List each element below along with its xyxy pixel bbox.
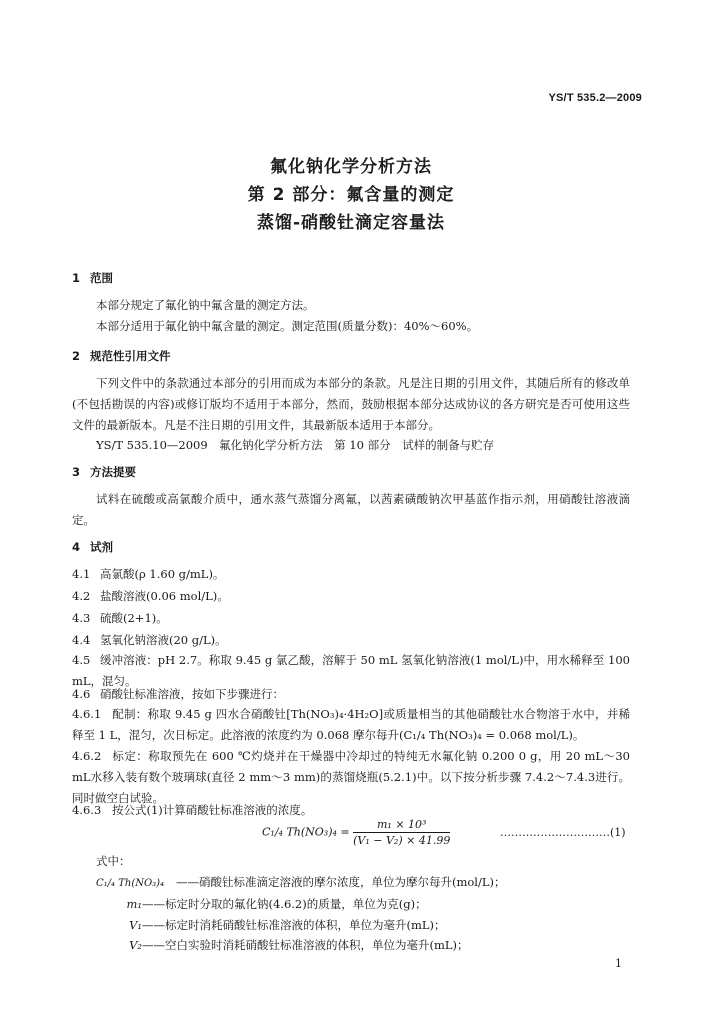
title-line-3: 蒸馏-硝酸钍滴定容量法 (256, 213, 446, 233)
section-1-para-1: 本部分规定了氟化钠中氟含量的测定方法。 (96, 298, 315, 312)
page-number: 1 (615, 957, 622, 970)
section-4-heading: 4 试剂 (72, 540, 113, 554)
concentration-formula: C₁/₄ Th(NO₃)₄ = $\frac{\text{m₁ × 10³}}{\text{(V₁ − V₂) × 41.99}}$ (262, 818, 451, 847)
variable-definition: V₂——空白实验时消耗硝酸钍标准溶液的体积，单位为毫升(mL)； (129, 938, 469, 952)
reagent-item: 4.4 氢氧化钠溶液(20 g/L)。 (72, 633, 227, 647)
variable-definition: m₁——标定时分取的氟化钠(4.6.2)的质量，单位为克(g)； (126, 897, 427, 911)
reagent-item: 4.2 盐酸溶液(0.06 mol/L)。 (72, 589, 229, 603)
section-3-para: 试料在硫酸或高氯酸介质中，通水蒸气蒸馏分离氟，以茜素磺酸钠次甲基蓝作指示剂，用硝酸钍溶液滴定。 (72, 492, 630, 527)
variable-definition: C₁/₄ Th(NO₃)₄ ——硝酸钍标准滴定溶液的摩尔浓度，单位为摩尔每升(mol/L)； (96, 875, 506, 889)
reagent-item: 4.3 硫酸(2+1)。 (72, 611, 168, 625)
section-1-para-2: 本部分适用于氟化钠中氟含量的测定。测定范围(质量分数)：40%～60%。 (96, 319, 479, 333)
reagent-item-4-5: 4.5 缓冲溶液：pH 2.7。称取 9.45 g 氯乙酸，溶解于 50 mL 氢氧化钠溶液(1 mol/L)中，用水稀释至 100 mL，混匀。 (72, 653, 630, 688)
section-2-heading: 2 规范性引用文件 (72, 349, 171, 363)
section-3-heading: 3 方法提要 (72, 465, 136, 479)
reagent-item-4-6-2: 4.6.2 标定：称取预先在 600 ℃灼烧并在干燥器中冷却过的特纯无水氟化钠 0.200 0 g，用 20 mL～30 mL水移入装有数个玻璃球(直径 2 mm～3 mm)的蒸馏烧瓶(5.2.1)中。以下按分析步骤 7.4.2～7.4.3进行。同时做空白试验。 (72, 749, 630, 805)
reagent-item-4-6-1: 4.6.1 配制：称取 9.45 g 四水合硝酸钍[Th(NO₃)₄·4H₂O]或质量相当的其他硝酸钍水合物溶于水中，并稀释至 1 L，混匀，次日标定。此溶液的浓度约为 0.068 摩尔每升(C₁/₄ Th(NO₃)₄ = 0.068 mol/L)。 (72, 707, 630, 742)
formula-fraction: $\frac{\text{m₁ × 10³}}{\text{(V₁ − V₂) × 41.99}}$ (353, 818, 451, 847)
variable-definition: V₁——标定时消耗硝酸钍标准溶液的体积，单位为毫升(mL)； (129, 918, 446, 932)
formula-number: …………………………(1) (500, 826, 626, 839)
reagent-item-4-6-3: 4.6.3 按公式(1)计算硝酸钍标准溶液的浓度。 (72, 803, 313, 817)
where-label: 式中： (96, 854, 131, 868)
normative-reference: YS/T 535.10—2009 氟化钠化学分析方法 第 10 部分 试样的制备与贮存 (96, 438, 495, 452)
section-1-heading: 1 范围 (72, 271, 113, 285)
standard-number: YS/T 535.2—2009 (548, 92, 642, 104)
reagent-item: 4.1 高氯酸(ρ 1.60 g/mL)。 (72, 567, 225, 581)
title-line-2: 第 2 部分：氟含量的测定 (247, 185, 455, 205)
section-2-para: 下列文件中的条款通过本部分的引用而成为本部分的条款。凡是注日期的引用文件，其随后所有的修改单(不包括勘误的内容)或修订版均不适用于本部分，然而，鼓励根据本部分达成协议的各方研究是否可使用这些文件的最新版本。凡是不注日期的引用文件，其最新版本适用于本部分。 (72, 376, 630, 432)
title-line-1: 氟化钠化学分析方法 (270, 157, 432, 177)
reagent-item-4-6: 4.6 硝酸钍标准溶液，按如下步骤进行： (72, 687, 284, 701)
